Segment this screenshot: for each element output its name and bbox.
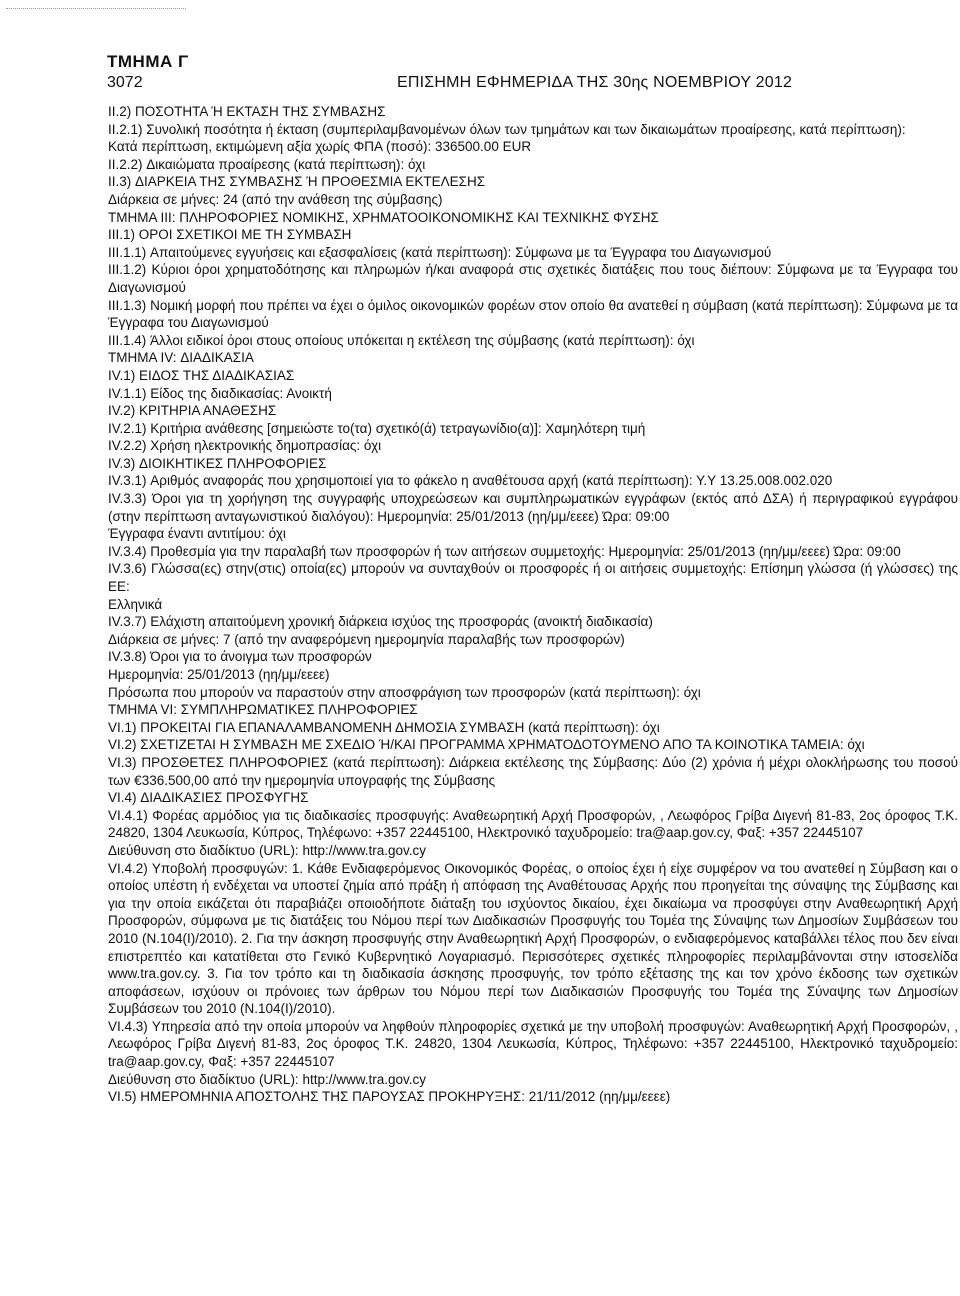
- paragraph: III.1.3) Νομική μορφή που πρέπει να έχει ο όμιλος οικονομικών φορέων στον οποίο θα ανατεθεί η σύμβαση (κατά περίπτωση): Σύμφωνα με τα Έγγραφα του Διαγωνισμού: [108, 297, 958, 331]
- paragraph: VI.5) ΗΜΕΡΟΜΗΝΙΑ ΑΠΟΣΤΟΛΗΣ ΤΗΣ ΠΑΡΟΥΣΑΣ ΠΡΟΚΗΡΥΞΗΣ: 21/11/2012 (ηη/μμ/εεεε): [108, 1089, 671, 1105]
- paragraph: Ημερομηνία: 25/01/2013 (ηη/μμ/εεεε): [108, 667, 330, 682]
- paragraph: IV.1.1) Είδος της διαδικασίας: Ανοικτή: [108, 385, 332, 401]
- paragraph: Διάρκεια σε μήνες: 7 (από την αναφερόμενη ημερομηνία παραλαβής των προσφορών): [108, 631, 625, 647]
- paragraph: IV.3.7) Ελάχιστη απαιτούμενη χρονική διάρκεια ισχύος της προσφοράς (ανοικτή διαδικασία): [108, 614, 653, 630]
- paragraph: IV.3.6) Γλώσσα(ες) στην(στις) οποία(ες) μπορούν να συνταχθούν οι προσφορές ή οι αιτήσεις συμμετοχής: Επίσημη γλώσσα (ή γλώσσες) της ΕΕ:: [108, 561, 958, 595]
- paragraph: III.1.2) Κύριοι όροι χρηματοδότησης και πληρωμών ή/και αναφορά στις σχετικές διατάξεις που τους διέπουν: Σύμφωνα με τα Έγγραφα του Διαγωνισμού: [108, 262, 958, 295]
- paragraph: IV.3) ΔΙΟΙΚΗΤΙΚΕΣ ΠΛΗΡΟΦΟΡΙΕΣ: [108, 455, 327, 471]
- paragraph: Διεύθυνση στο διαδίκτυο (URL): http://www.tra.gov.cy: [108, 1071, 426, 1087]
- paragraph: III.1.4) Άλλοι ειδικοί όροι στους οποίους υπόκειται η εκτέλεση της σύμβασης (κατά περίπτωση): όχι: [108, 332, 695, 348]
- paragraph: II.2.1) Συνολική ποσότητα ή έκταση (συμπεριλαμβανομένων όλων των τμημάτων και των δικαιωμάτων προαίρεσης, κατά περίπτωση):: [108, 121, 906, 137]
- paragraph: VI.4.2) Υποβολή προσφυγών: 1. Κάθε Ενδιαφερόμενος Οικονομικός Φορέας, ο οποίος έχει ή είχε συμφέρον να του ανατεθεί η Σύμβαση και ο οποίος υπέστη ή ενδέχεται να υποστεί ζημία από πράξη ή απόφαση της Αναθέτουσας Αρχής που προηγείται της σύναψης της Σύμβασης και για την οποία εικάζεται ότι παραβιάζει οποιοδήποτε διάταξη του ισχύοντος δικαίου, έχει δικαίωμα να προσφύγει στην Αναθεωρητική Αρχή Προσφορών, σύμφωνα με τις διατάξεις του Νόμου περί των Διαδικασιών Προσφυγής του Τομέα της Σύναψης των Δημοσίων Συμβάσεων του 2010 (Ν.104(Ι)/2010). 2. Για την άσκηση προσφυγής στην Αναθεωρητική Αρχή Προσφορών, ο ενδιαφερόμενος καταβάλλει τέλος που δεν είναι επιστρεπτέο και κατατίθεται στο Γενικό Κυβερνητικό Λογαριασμό. Περισσότερες σχετικές πληροφορίες περιλαμβάνονται στην ιστοσελίδα www.tra.gov.cy. 3. Για τον τρόπο και τη διαδικασία άσκησης προσφυγής, τον τρόπο εξέτασης της και τον χρόνο έκδοσης των σχετικών αποφάσεων, ισχύουν οι πρόνοιες των άρθρων του Νόμου περί των Διαδικασιών Προσφυγής του Τομέα της Σύναψης των Δημοσίων Συμβάσεων του 2010 (Ν.104(Ι)/2010).: [108, 860, 958, 1017]
- paragraph: Διεύθυνση στο διαδίκτυο (URL): http://www.tra.gov.cy: [108, 842, 426, 858]
- paragraph: Διάρκεια σε μήνες: 24 (από την ανάθεση της σύμβασης): [108, 191, 443, 207]
- paragraph: VI.4.1) Φορέας αρμόδιος για τις διαδικασίες προσφυγής: Αναθεωρητική Αρχή Προσφορών, , Λεωφόρος Γρίβα Διγενή 81-83, 2ος όροφος Τ.Κ. 24820, 1304 Λευκωσία, Κύπρος, Τηλέφωνο: +357 22445100, Ηλεκτρονικό ταχυδρομείο: tra@aap.gov.cy, Φαξ: +357 22445107: [108, 807, 958, 841]
- journal-title: ΕΠΙΣΗΜΗ ΕΦΗΜΕΡΙΔΑ ΤΗΣ 30ης ΝΟΕΜΒΡΙΟΥ 2012: [397, 74, 793, 91]
- paragraph: IV.3.4) Προθεσμία για την παραλαβή των προσφορών ή των αιτήσεων συμμετοχής: Ημερομηνία: 25/01/2013 (ηη/μμ/εεεε) Ώρα: 09:00: [108, 543, 901, 559]
- paragraph: II.3) ΔΙΑΡΚΕΙΑ ΤΗΣ ΣΥΜΒΑΣΗΣ Ή ΠΡΟΘΕΣΜΙΑ ΕΚΤΕΛΕΣΗΣ: [108, 174, 486, 190]
- paragraph: Κατά περίπτωση, εκτιμώμενη αξία χωρίς ΦΠΑ (ποσό): 336500.00 EUR: [108, 139, 532, 155]
- paragraph: VI.1) ΠΡΟΚΕΙΤΑΙ ΓΙΑ ΕΠΑΝΑΛΑΜΒΑΝΟΜΕΝΗ ΔΗΜΟΣΙΑ ΣΥΜΒΑΣΗ (κατά περίπτωση): όχι: [108, 719, 660, 735]
- paragraph: ΤΜΗΜΑ VI: ΣΥΜΠΛΗΡΩΜΑΤΙΚΕΣ ΠΛΗΡΟΦΟΡΙΕΣ: [108, 702, 418, 718]
- section-label: ΤΜΗΜΑ Γ: [107, 52, 189, 71]
- paragraph: Πρόσωπα που μπορούν να παραστούν στην αποσφράγιση των προσφορών (κατά περίπτωση): όχι: [108, 684, 701, 700]
- paragraph: IV.2.2) Χρήση ηλεκτρονικής δημοπρασίας: όχι: [108, 438, 382, 454]
- scan-artifact: [6, 2, 186, 9]
- paragraph: VI.4.3) Υπηρεσία από την οποία μπορούν να ληφθούν πληροφορίες σχετικά με την υποβολή προσφυγών: Αναθεωρητική Αρχή Προσφορών, , Λεωφόρος Γρίβα Διγενή 81-83, 2ος όροφος Τ.Κ. 24820, 1304 Λευκωσία, Κύπρος, Τηλέφωνο: +357 22445100, Ηλεκτρονικό ταχυδρομείο: tra@aap.gov.cy, Φαξ: +357 22445107: [108, 1018, 958, 1070]
- paragraph: Έγγραφα έναντι αντιτίμου: όχι: [108, 526, 286, 542]
- paragraph: III.1) ΟΡΟΙ ΣΧΕΤΙΚΟΙ ΜΕ ΤΗ ΣΥΜΒΑΣΗ: [108, 227, 352, 243]
- paragraph: Ελληνικά: [108, 596, 163, 612]
- paragraph: II.2) ΠΟΣΟΤΗΤΑ Ή ΕΚΤΑΣΗ ΤΗΣ ΣΥΜΒΑΣΗΣ: [108, 104, 386, 119]
- running-header: [107, 74, 957, 94]
- notice-body: [108, 103, 958, 1106]
- paragraph: ΤΜΗΜΑ III: ΠΛΗΡΟΦΟΡΙΕΣ ΝΟΜΙΚΗΣ, ΧΡΗΜΑΤΟΟΙΚΟΝΟΜΙΚΗΣ ΚΑΙ ΤΕΧΝΙΚΗΣ ΦΥΣΗΣ: [108, 209, 659, 225]
- paragraph: VI.2) ΣΧΕΤΙΖΕΤΑΙ Η ΣΥΜΒΑΣΗ ΜΕ ΣΧΕΔΙΟ Ή/ΚΑΙ ΠΡΟΓΡΑΜΜΑ ΧΡΗΜΑΤΟΔΟΤΟΥΜΕΝΟ ΑΠΟ ΤΑ ΚΟΙΝΟΤΙΚΑ ΤΑΜΕΙΑ: όχι: [108, 737, 865, 753]
- paragraph: ΤΜΗΜΑ IV: ΔΙΑΔΙΚΑΣΙΑ: [108, 350, 254, 366]
- paragraph: IV.1) ΕΙΔΟΣ ΤΗΣ ΔΙΑΔΙΚΑΣΙΑΣ: [108, 367, 295, 383]
- paragraph: III.1.1) Απαιτούμενες εγγυήσεις και εξασφαλίσεις (κατά περίπτωση): Σύμφωνα με τα Έγγραφα του Διαγωνισμού: [108, 244, 772, 260]
- paragraph: IV.3.3) Όροι για τη χορήγηση της συγγραφής υποχρεώσεων και συμπληρωματικών εγγράφων (εκτός από ΔΣΑ) ή περιγραφικού εγγράφου (στην περίπτωση ανταγωνιστικού διαλόγου): Ημερομηνία: 25/01/2013 (ηη/μμ/εεεε) Ώρα: 09:00: [108, 491, 958, 524]
- paragraph: VI.3) ΠΡΟΣΘΕΤΕΣ ΠΛΗΡΟΦΟΡΙΕΣ (κατά περίπτωση): Διάρκεια εκτέλεσης της Σύμβασης: Δύο (2) χρόνια ή μέχρι ολοκλήρωσης του ποσού των €336.500,00 από την ημερομηνία υπογραφής της Σύμβασης: [108, 754, 958, 788]
- paragraph: IV.3.8) Όροι για το άνοιγμα των προσφορών: [108, 649, 372, 665]
- page-number: 3072: [107, 74, 143, 91]
- paragraph: IV.2) ΚΡΙΤΗΡΙΑ ΑΝΑΘΕΣΗΣ: [108, 403, 277, 419]
- paragraph: II.2.2) Δικαιώματα προαίρεσης (κατά περίπτωση): όχι: [108, 156, 426, 172]
- paragraph: IV.3.1) Αριθμός αναφοράς που χρησιμοποιεί για το φάκελο η αναθέτουσα αρχή (κατά περίπτωση): Υ.Υ 13.25.008.002.020: [108, 473, 833, 489]
- paragraph: VI.4) ΔΙΑΔΙΚΑΣΙΕΣ ΠΡΟΣΦΥΓΗΣ: [108, 790, 309, 806]
- paragraph: IV.2.1) Κριτήρια ανάθεσης [σημειώστε το(τα) σχετικό(ά) τετραγωνίδιο(α)]: Χαμηλότερη τιμή: [108, 420, 646, 436]
